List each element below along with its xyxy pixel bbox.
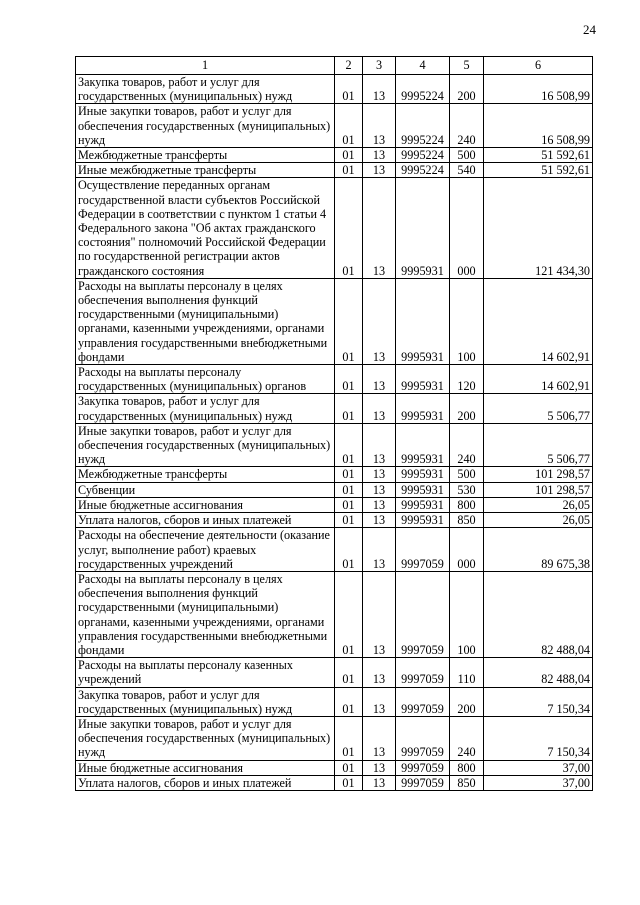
row-col-3: 13 [363, 687, 396, 716]
table-row [76, 104, 593, 148]
row-name: Осуществление переданных органам государственной власти субъектов Российской Федерации в соответствии с пунктом 1 статьи 4 Федерального закона "Об актах гражданского состояния" полномочий Российской Федерации по государственной регистрации актов гражданского состояния [76, 178, 335, 278]
row-col-2: 01 [335, 497, 363, 512]
row-col-4: 9997059 [396, 716, 450, 760]
row-name: Расходы на выплаты персоналу в целях обеспечения выполнения функций государственными (муниципальными) органами, казенными учреждениями, органами управления государственными внебюджетными фондами [76, 278, 335, 364]
table-row [76, 528, 593, 572]
row-col-5: 530 [450, 482, 484, 497]
row-col-5: 110 [450, 658, 484, 687]
row-col-5: 800 [450, 760, 484, 775]
row-col-2: 01 [335, 571, 363, 657]
row-col-5: 240 [450, 104, 484, 148]
table-row [76, 163, 593, 178]
row-col-3: 13 [363, 278, 396, 364]
row-name: Иные закупки товаров, работ и услуг для обеспечения государственных (муниципальных) нужд [76, 716, 335, 760]
row-col-3: 13 [363, 423, 396, 467]
row-col-4: 9995931 [396, 513, 450, 528]
row-name: Межбюджетные трансферты [76, 467, 335, 482]
row-col-3: 13 [363, 775, 396, 790]
row-col-2: 01 [335, 467, 363, 482]
row-col-5: 500 [450, 148, 484, 163]
row-col-3: 13 [363, 658, 396, 687]
table-row [76, 278, 593, 364]
row-col-4: 9995224 [396, 104, 450, 148]
row-col-4: 9995931 [396, 423, 450, 467]
table-row [76, 178, 593, 278]
row-name: Расходы на обеспечение деятельности (оказание услуг, выполнение работ) краевых государственных учреждений [76, 528, 335, 572]
row-col-2: 01 [335, 687, 363, 716]
row-amount: 16 508,99 [484, 104, 593, 148]
row-amount: 5 506,77 [484, 394, 593, 423]
row-col-4: 9997059 [396, 658, 450, 687]
row-col-5: 540 [450, 163, 484, 178]
row-amount: 37,00 [484, 760, 593, 775]
row-col-5: 850 [450, 513, 484, 528]
row-col-3: 13 [363, 497, 396, 512]
row-col-3: 13 [363, 467, 396, 482]
row-col-3: 13 [363, 163, 396, 178]
row-col-4: 9995931 [396, 365, 450, 394]
row-col-3: 13 [363, 365, 396, 394]
row-col-2: 01 [335, 394, 363, 423]
table-row [76, 687, 593, 716]
row-col-3: 13 [363, 104, 396, 148]
page-number: 24 [583, 22, 596, 37]
row-name: Закупка товаров, работ и услуг для государственных (муниципальных) нужд [76, 394, 335, 423]
row-col-5: 100 [450, 278, 484, 364]
row-col-4: 9995224 [396, 163, 450, 178]
row-amount: 51 592,61 [484, 163, 593, 178]
row-amount: 16 508,99 [484, 75, 593, 104]
row-name: Закупка товаров, работ и услуг для государственных (муниципальных) нужд [76, 687, 335, 716]
row-col-3: 13 [363, 482, 396, 497]
table-row [76, 513, 593, 528]
row-name: Уплата налогов, сборов и иных платежей [76, 513, 335, 528]
table-row [76, 716, 593, 760]
table-row [76, 423, 593, 467]
row-amount: 7 150,34 [484, 687, 593, 716]
table-row [76, 760, 593, 775]
table-row [76, 467, 593, 482]
row-col-4: 9995931 [396, 497, 450, 512]
row-col-5: 120 [450, 365, 484, 394]
row-amount: 121 434,30 [484, 178, 593, 278]
row-col-4: 9995931 [396, 482, 450, 497]
header-row [76, 57, 593, 75]
row-amount: 82 488,04 [484, 571, 593, 657]
row-name: Расходы на выплаты персоналу в целях обеспечения выполнения функций государственными (муниципальными) органами, казенными учреждениями, органами управления государственными внебюджетными фондами [76, 571, 335, 657]
header-col-2: 2 [335, 57, 363, 75]
row-amount: 101 298,57 [484, 467, 593, 482]
row-col-4: 9995224 [396, 75, 450, 104]
row-col-2: 01 [335, 148, 363, 163]
header-col-1: 1 [76, 57, 335, 75]
table-row [76, 658, 593, 687]
table-row [76, 365, 593, 394]
row-col-3: 13 [363, 513, 396, 528]
row-col-4: 9997059 [396, 760, 450, 775]
row-col-3: 13 [363, 716, 396, 760]
row-col-2: 01 [335, 513, 363, 528]
table-row [76, 148, 593, 163]
row-amount: 7 150,34 [484, 716, 593, 760]
header-col-5: 5 [450, 57, 484, 75]
row-col-4: 9995931 [396, 467, 450, 482]
row-name: Субвенции [76, 482, 335, 497]
row-col-4: 9997059 [396, 571, 450, 657]
row-col-3: 13 [363, 75, 396, 104]
row-col-2: 01 [335, 423, 363, 467]
row-col-4: 9997059 [396, 687, 450, 716]
table-row [76, 775, 593, 790]
row-col-5: 240 [450, 716, 484, 760]
header-col-6: 6 [484, 57, 593, 75]
row-col-4: 9997059 [396, 775, 450, 790]
row-name: Закупка товаров, работ и услуг для государственных (муниципальных) нужд [76, 75, 335, 104]
row-col-5: 100 [450, 571, 484, 657]
row-name: Иные закупки товаров, работ и услуг для обеспечения государственных (муниципальных) нужд [76, 104, 335, 148]
row-col-5: 200 [450, 394, 484, 423]
row-col-4: 9995224 [396, 148, 450, 163]
row-name: Иные бюджетные ассигнования [76, 497, 335, 512]
row-col-2: 01 [335, 163, 363, 178]
row-name: Иные бюджетные ассигнования [76, 760, 335, 775]
row-name: Расходы на выплаты персоналу казенных учреждений [76, 658, 335, 687]
row-col-5: 000 [450, 178, 484, 278]
row-col-4: 9995931 [396, 178, 450, 278]
row-col-5: 500 [450, 467, 484, 482]
row-col-2: 01 [335, 775, 363, 790]
table-row [76, 571, 593, 657]
row-name: Иные закупки товаров, работ и услуг для обеспечения государственных (муниципальных) нужд [76, 423, 335, 467]
header-col-4: 4 [396, 57, 450, 75]
row-name: Уплата налогов, сборов и иных платежей [76, 775, 335, 790]
row-amount: 101 298,57 [484, 482, 593, 497]
row-col-2: 01 [335, 75, 363, 104]
budget-table [75, 56, 593, 791]
row-col-2: 01 [335, 278, 363, 364]
row-amount: 14 602,91 [484, 278, 593, 364]
table-row [76, 482, 593, 497]
row-name: Расходы на выплаты персоналу государственных (муниципальных) органов [76, 365, 335, 394]
row-col-2: 01 [335, 178, 363, 278]
row-col-2: 01 [335, 104, 363, 148]
row-name: Межбюджетные трансферты [76, 148, 335, 163]
row-col-3: 13 [363, 528, 396, 572]
row-col-3: 13 [363, 571, 396, 657]
header-col-3: 3 [363, 57, 396, 75]
row-amount: 26,05 [484, 497, 593, 512]
row-col-2: 01 [335, 365, 363, 394]
table-row [76, 394, 593, 423]
table-row [76, 497, 593, 512]
row-col-2: 01 [335, 760, 363, 775]
row-col-3: 13 [363, 178, 396, 278]
row-col-3: 13 [363, 148, 396, 163]
row-col-2: 01 [335, 716, 363, 760]
row-amount: 89 675,38 [484, 528, 593, 572]
row-col-2: 01 [335, 528, 363, 572]
row-amount: 37,00 [484, 775, 593, 790]
row-col-2: 01 [335, 482, 363, 497]
row-col-4: 9995931 [396, 394, 450, 423]
row-name: Иные межбюджетные трансферты [76, 163, 335, 178]
row-col-4: 9995931 [396, 278, 450, 364]
row-col-2: 01 [335, 658, 363, 687]
row-col-3: 13 [363, 394, 396, 423]
table-row [76, 75, 593, 104]
row-col-5: 200 [450, 687, 484, 716]
row-col-5: 800 [450, 497, 484, 512]
row-amount: 26,05 [484, 513, 593, 528]
row-amount: 82 488,04 [484, 658, 593, 687]
row-col-5: 000 [450, 528, 484, 572]
row-amount: 51 592,61 [484, 148, 593, 163]
row-col-3: 13 [363, 760, 396, 775]
row-col-5: 850 [450, 775, 484, 790]
row-col-5: 240 [450, 423, 484, 467]
row-amount: 14 602,91 [484, 365, 593, 394]
row-col-5: 200 [450, 75, 484, 104]
row-amount: 5 506,77 [484, 423, 593, 467]
row-col-4: 9997059 [396, 528, 450, 572]
